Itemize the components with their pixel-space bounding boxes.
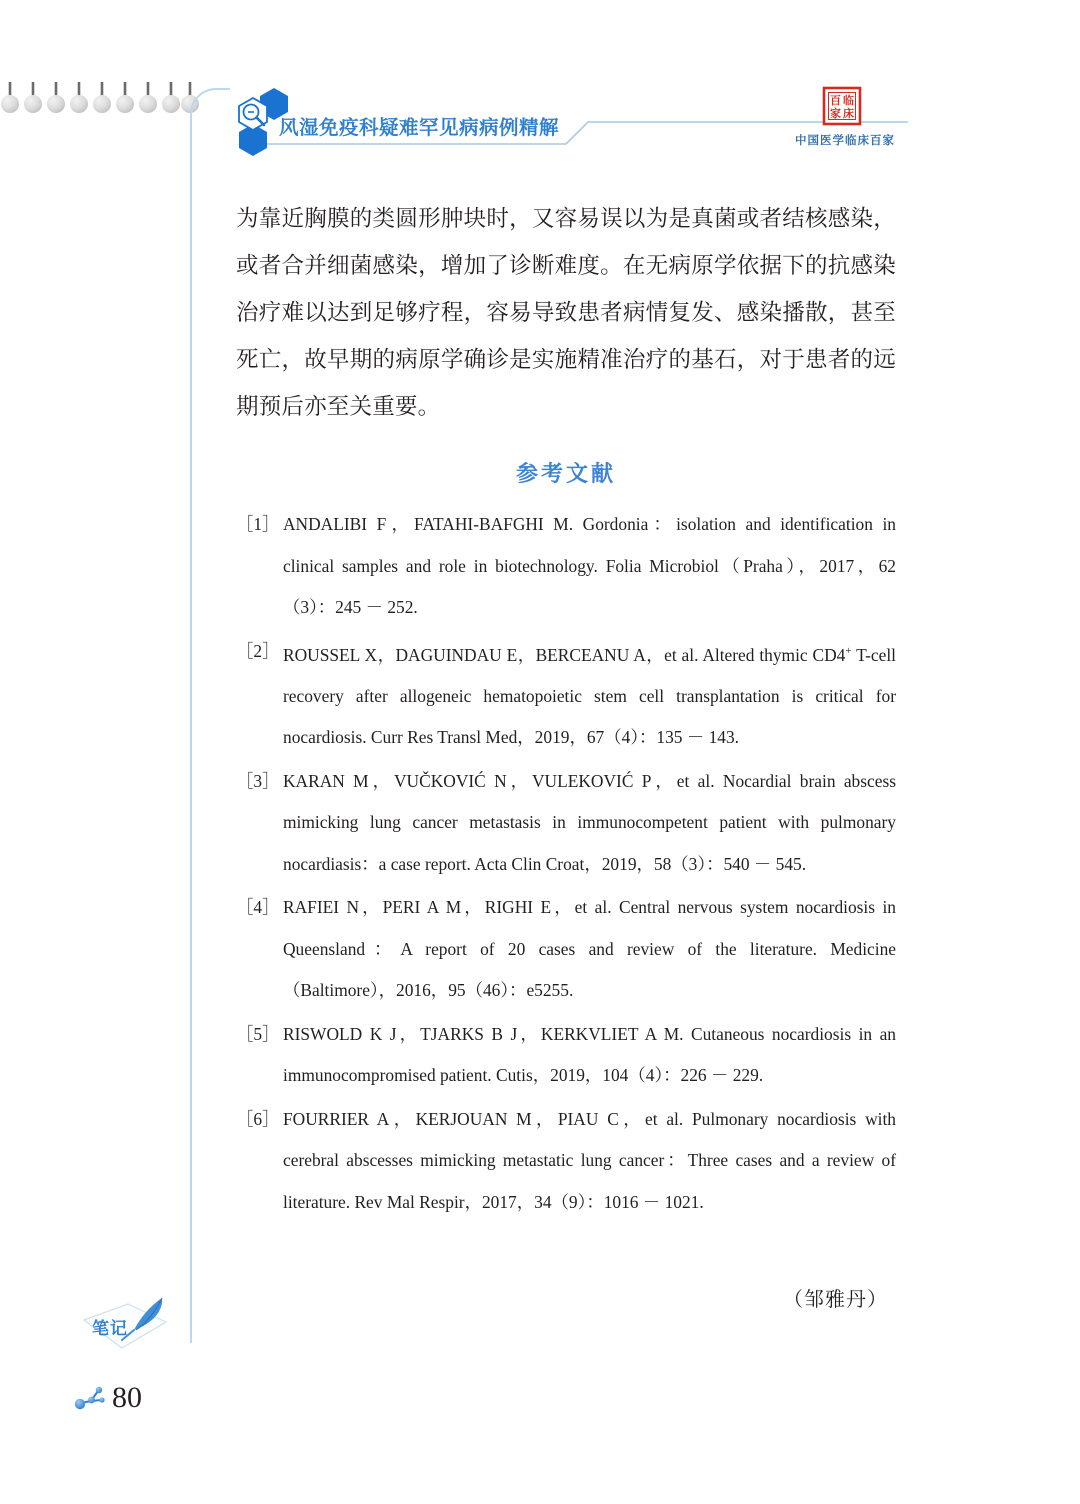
- page-footer: [72, 1378, 142, 1418]
- book-title: 风湿免疫科疑难罕见病病例精解: [279, 116, 560, 139]
- body-paragraph: 为靠近胸膜的类圆形肿块时，又容易误以为是真菌或者结核感染，或者合并细菌感染，增加了诊断难度。在无病原学依据下的抗感染治疗难以达到足够疗程，容易导致患者病情复发、感染播散，甚至死亡，故早期的病原学确诊是实施精准治疗的基石，对于患者的远期预后亦至关重要。: [236, 206, 896, 420]
- publisher-seal-icon: [821, 86, 863, 126]
- svg-text:临: 临: [843, 94, 854, 107]
- page-number: 80: [112, 1381, 142, 1414]
- spiral-binding: [0, 78, 200, 118]
- reference-item: [236, 1014, 896, 1097]
- reference-text: [283, 631, 896, 759]
- reference-item: [236, 1099, 896, 1224]
- reference-text: KARAN M，VUČKOVIĆ N，VULEKOVIĆ P，et al. Nocardial brain abscess mimicking lung cancer metastasis in immunocompetent patient with pulmonary nocardiasis：a case report. Acta Clin Croat，2019，58（3）：540 － 545.: [283, 770, 896, 874]
- references-heading: 参考文献: [515, 462, 616, 487]
- svg-text:床: 床: [843, 107, 854, 120]
- reference-text: RISWOLD K J，TJARKS B J，KERKVLIET A M. Cutaneous nocardiosis in an immunocompromised patient. Cutis，2019，104（4）：226 － 229.: [283, 1023, 896, 1086]
- reference-item: [236, 761, 896, 886]
- superscript-plus: +: [845, 644, 852, 657]
- reference-text-part: ROUSSEL X，DAGUINDAU E，BERCEANU A，et al. Altered thymic CD4: [283, 644, 846, 665]
- reference-label: ［3］: [236, 770, 280, 791]
- reference-item: [236, 887, 896, 1012]
- svg-text:百: 百: [830, 94, 841, 107]
- reference-label: ［1］: [236, 514, 280, 534]
- page-content: [236, 196, 896, 1312]
- molecule-icon: [72, 1384, 106, 1412]
- series-name: 中国医学临床百家: [795, 133, 895, 147]
- page-border-frame: [190, 88, 230, 1343]
- reference-item: [236, 631, 896, 759]
- spiral-ring-group: [1, 82, 199, 113]
- reference-label: ［6］: [236, 1108, 280, 1129]
- reference-label: ［4］: [236, 897, 280, 918]
- reference-label: ［2］: [236, 640, 280, 661]
- reference-list: [236, 504, 896, 1223]
- page-header: [236, 86, 908, 166]
- reference-text: ANDALIBI F，FATAHI-BAFGHI M. Gordonia：isolation and identification in clinical samples and role in biotechnology. Folia Microbiol（Praha），2017，62（3）：245 － 252.: [283, 514, 896, 617]
- reference-item: [236, 504, 896, 629]
- reference-text-part: T-cell recovery after allogeneic hematopoietic stem cell transplantation is critical for nocardiosis. Curr Res Transl Med，2019，67（4）：135 － 143.: [283, 644, 896, 748]
- reference-text: RAFIEI N，PERI A M，RIGHI E，et al. Central nervous system nocardiosis in Queensland：A report of 20 cases and review of the literature. Medicine（Baltimore），2016，95（46）：e5255.: [283, 897, 896, 1001]
- svg-text:家: 家: [830, 107, 841, 120]
- notes-badge-label: 笔记: [92, 1319, 128, 1339]
- reference-label: ［5］: [236, 1023, 280, 1044]
- author-credit: （邹雅丹）: [783, 1287, 888, 1312]
- notes-badge: [78, 1294, 188, 1356]
- reference-text: FOURRIER A，KERJOUAN M，PIAU C，et al. Pulmonary nocardiosis with cerebral abscesses mimicking metastatic lung cancer：Three cases and a review of literature. Rev Mal Respir，2017，34（9）：1016 － 1021.: [283, 1108, 896, 1212]
